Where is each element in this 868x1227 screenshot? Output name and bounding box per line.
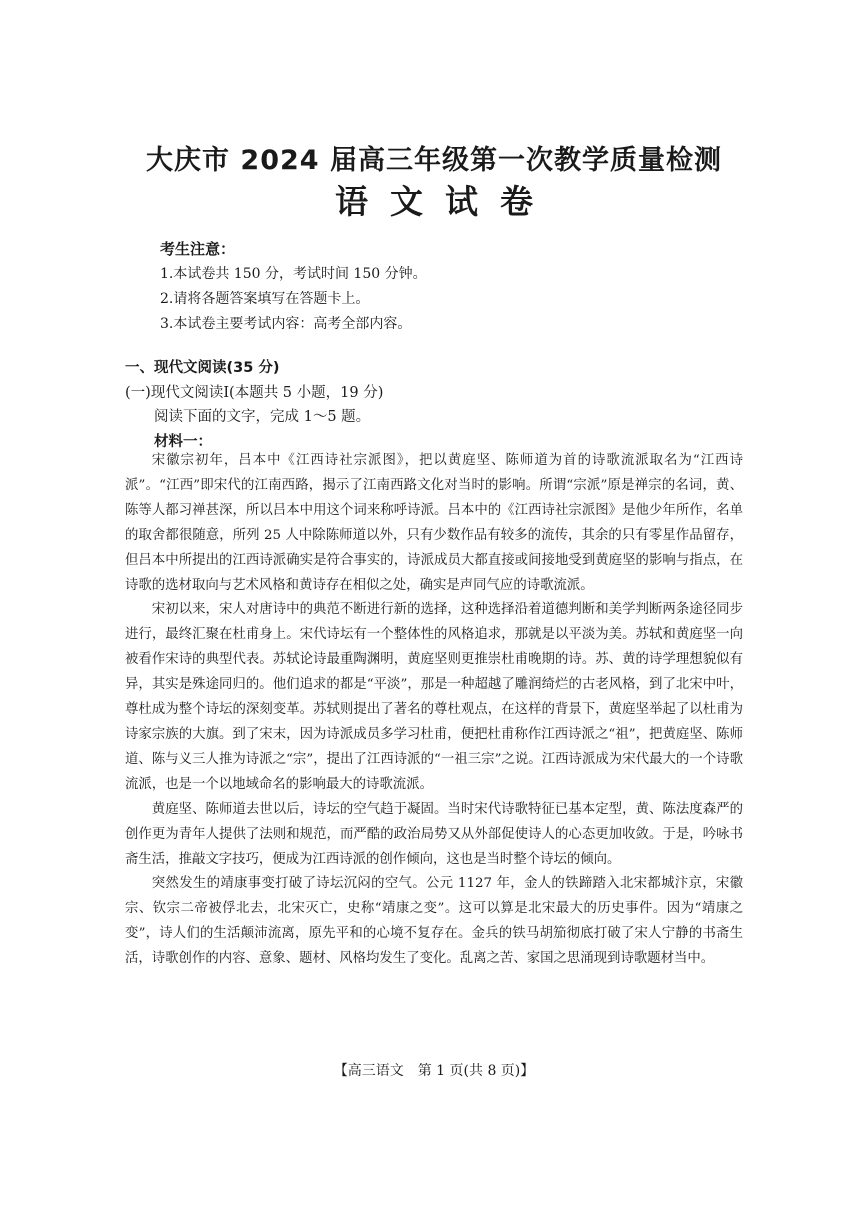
notice-heading: 考生注意： — [160, 240, 236, 258]
material-label: 材料一： — [154, 434, 212, 450]
passage-paragraph: 黄庭坚、陈师道去世以后，诗坛的空气趋于凝固。当时宋代诗歌特征已基本定型，黄、陈法度森严的创作更为青年人提供了法则和规范，而严酷的政治局势又从外部促使诗人的心态更加收敛。于是，吟咏书斋生活，推敲文字技巧，便成为江西诗派的创作倾向，这也是当时整个诗坛的倾向。 — [125, 801, 743, 867]
passage-paragraph: 宋初以来，宋人对唐诗中的典范不断进行新的选择，这种选择沿着道德判断和美学判断两条途径同步进行，最终汇聚在杜甫身上。宋代诗坛有一个整体性的风格追求，那就是以平淡为美。苏轼和黄庭坚一向被看作宋诗的典型代表。苏轼论诗最重陶渊明，黄庭坚则更推崇杜甫晚期的诗。苏、黄的诗学理想貌似有异，其实是殊途同归的。他们追求的都是“平淡”，那是一种超越了雕润绮烂的古老风格，到了北宋中叶，尊杜成为整个诗坛的深刻变革。苏轼则提出了著名的尊杜观点，在这样的背景下，黄庭坚举起了以杜甫为诗家宗族的大旗。到了宋末，因为诗派成员多学习杜甫，便把杜甫称作江西诗派之“祖”，把黄庭坚、陈师道、陈与义三人推为诗派之“宗”，提出了江西诗派的“一祖三宗”之说。江西诗派成为宋代最大的一个诗歌流派，也是一个以地域命名的影响最大的诗歌流派。 — [125, 602, 743, 792]
page-footer: 【高三语文 第 1 页(共 8 页)】 — [333, 1063, 535, 1079]
passage-paragraph: 宋徽宗初年，吕本中《江西诗社宗派图》，把以黄庭坚、陈师道为首的诗歌流派取名为“江西诗派”。“江西”即宋代的江南西路，揭示了江南西路文化对当时的影响。所谓“宗派”原是禅宗的名词，黄、陈等人都习禅甚深，所以吕本中用这个词来称呼诗派。吕本中的《江西诗社宗派图》是他少年所作，名单的取舍都很随意，所列 25 人中除陈师道以外，只有少数作品有较多的流传，其余的只有零星作品留存，但吕本中所提出的江西诗派确实是符合事实的，诗派成员大都直接或间接地受到黄庭坚的影响与指点，在诗歌的选材取向与艺术风格和黄诗存在相似之处，确实是声同气应的诗歌流派。 — [125, 453, 743, 593]
reading-instruction: 阅读下面的文字，完成 1～5 题。 — [154, 409, 371, 425]
notice-item: 2.请将各题答案填写在答题卡上。 — [160, 291, 370, 307]
section-subheading: (一)现代文阅读Ⅰ(本题共 5 小题，19 分) — [125, 385, 384, 401]
section-heading: 一、现代文阅读(35 分) — [125, 360, 280, 376]
notice-item: 3.本试卷主要考试内容：高考全部内容。 — [160, 316, 412, 332]
notice-item: 1.本试卷共 150 分，考试时间 150 分钟。 — [160, 266, 427, 282]
subject-title: 语文试卷 — [335, 182, 555, 221]
notice-list — [160, 262, 427, 337]
passage-paragraph: 突然发生的靖康事变打破了诗坛沉闷的空气。公元 1127 年，金人的铁蹄踏入北宋都城汴京，宋徽宗、钦宗二帝被俘北去，北宋灭亡，史称“靖康之变”。这可以算是北宋最大的历史事件。因为“靖康之变”，诗人们的生活颠沛流离，原先平和的心境不复存在。金兵的铁马胡笳彻底打破了宋人宁静的书斋生活，诗歌创作的内容、意象、题材、风格均发生了变化。乱离之苦、家国之思涌现到诗歌题材当中。 — [125, 876, 743, 967]
passage — [125, 449, 743, 972]
exam-title: 大庆市 2024 届高三年级第一次教学质量检测 — [146, 145, 722, 176]
